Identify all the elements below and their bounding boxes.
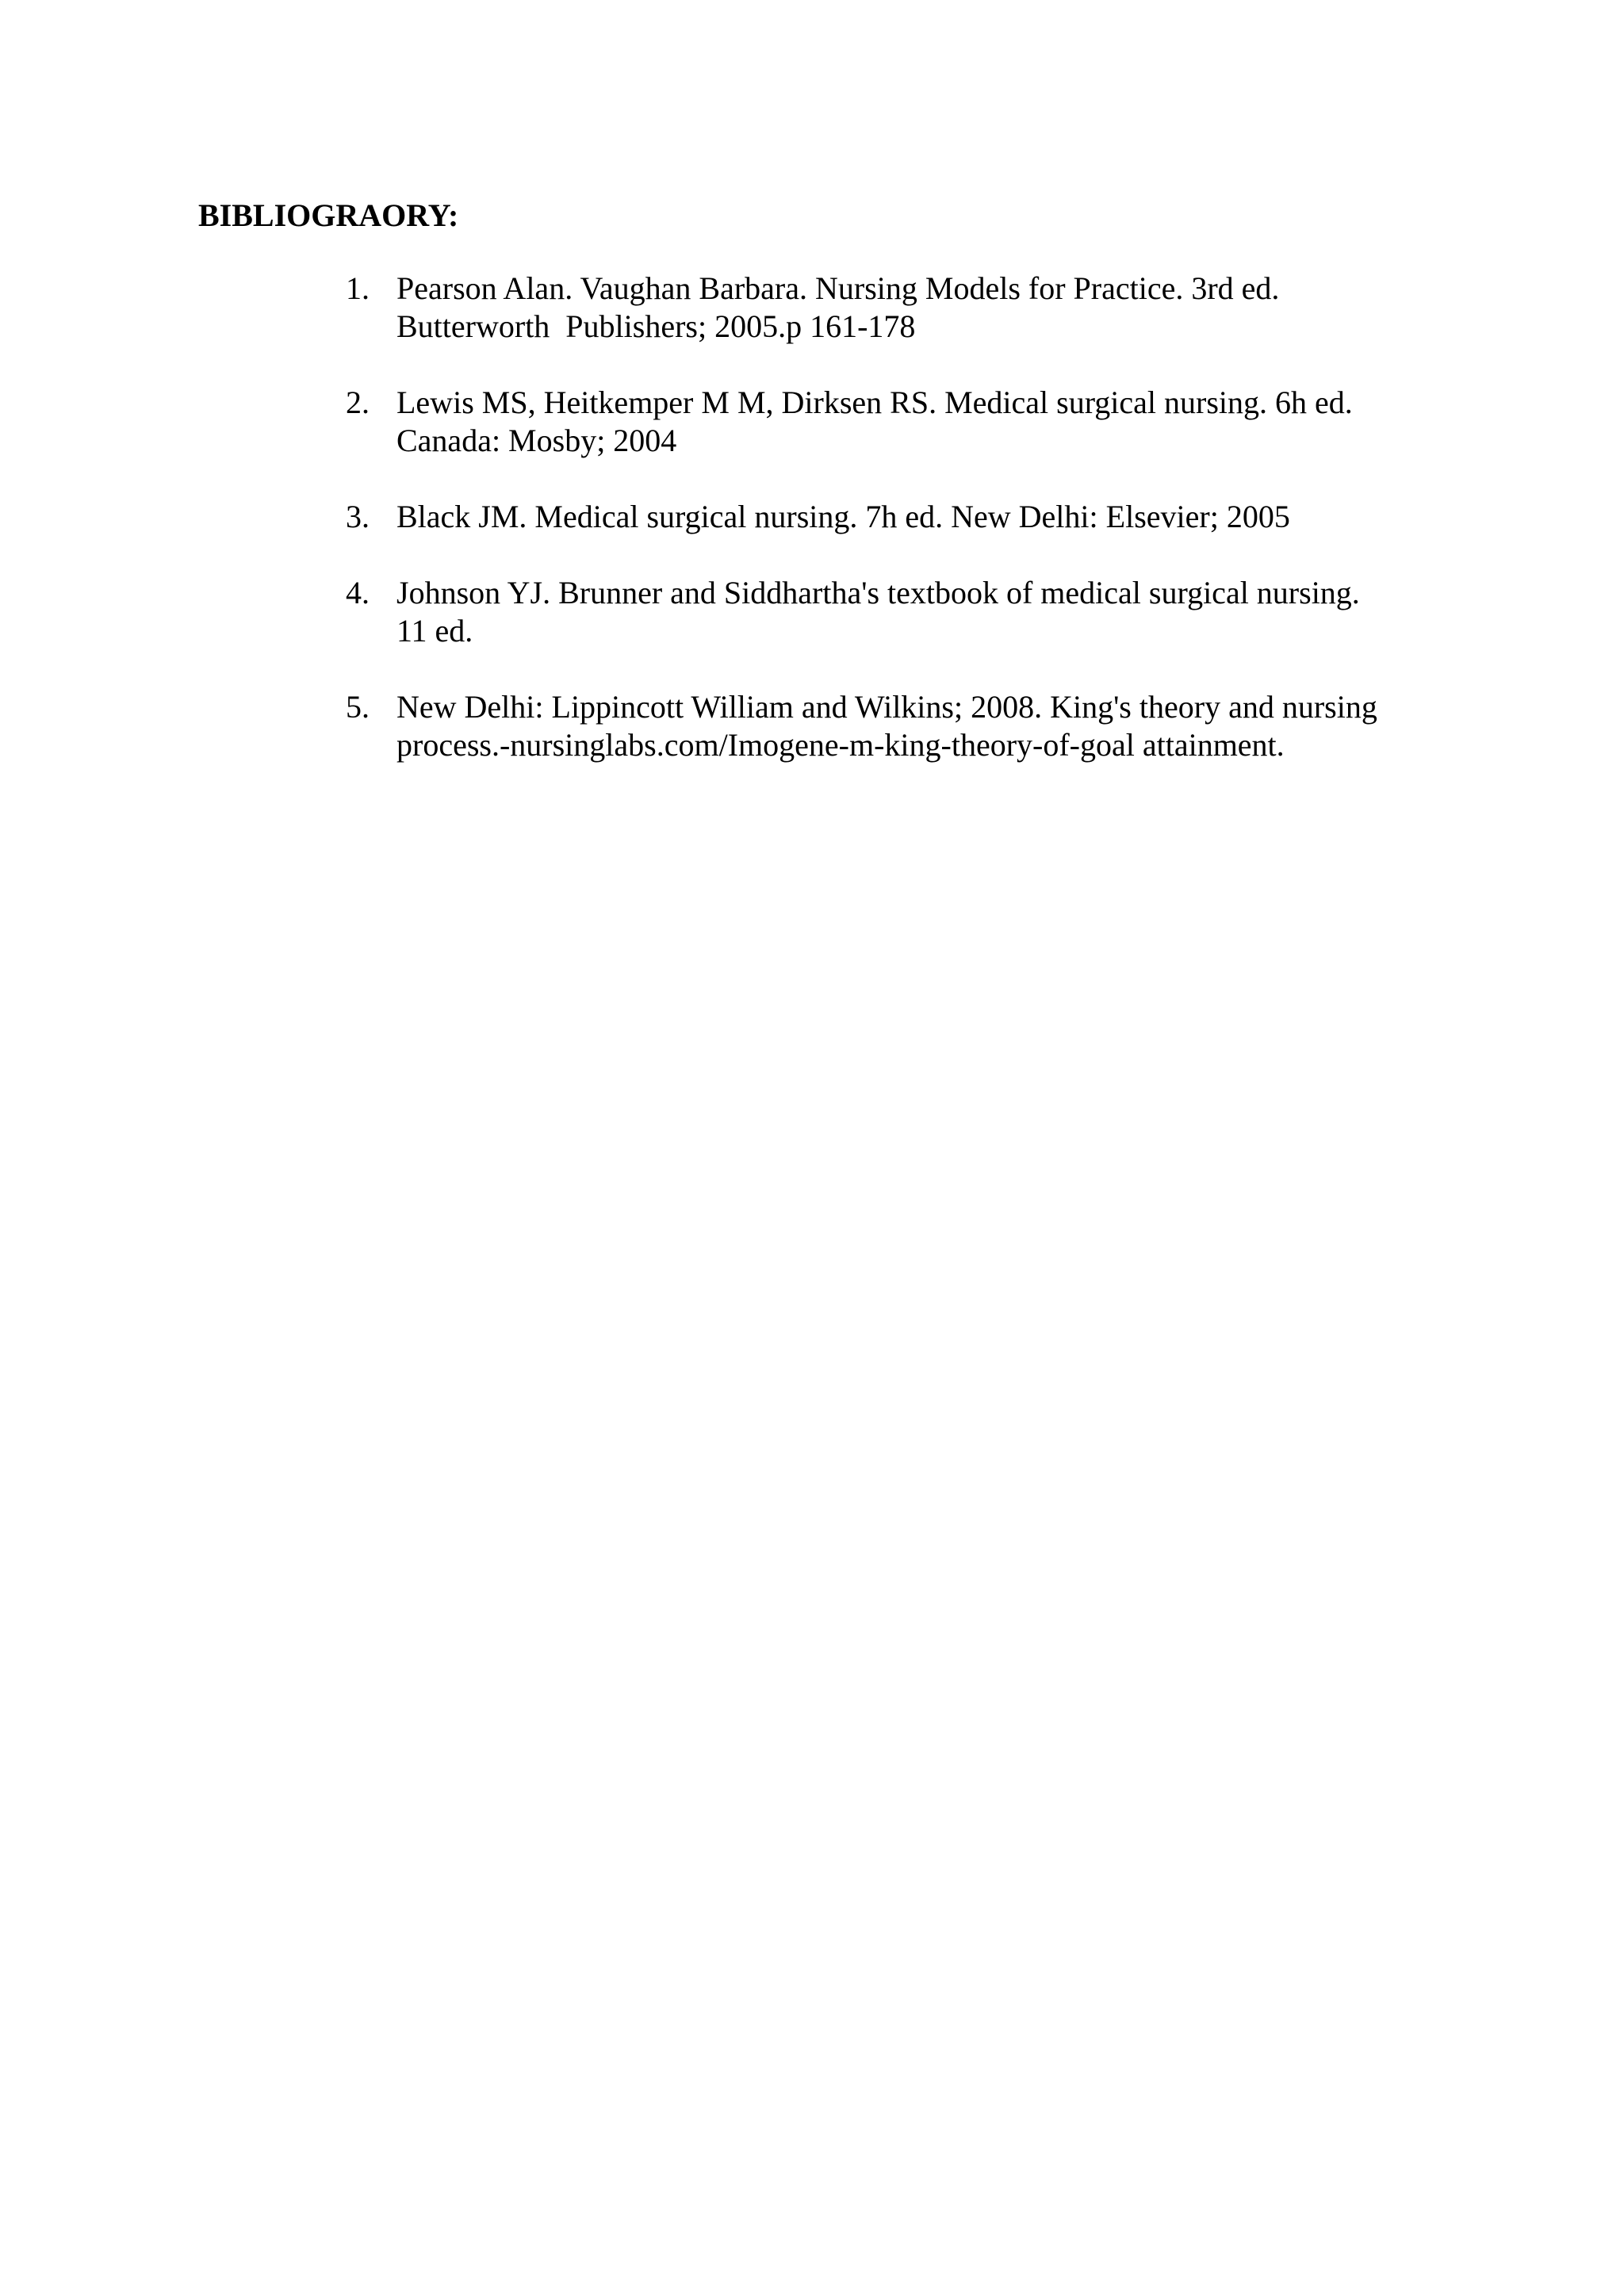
reference-text-line: Canada: Mosby; 2004 bbox=[396, 423, 677, 458]
reference-item bbox=[346, 688, 1472, 764]
reference-text-line: New Delhi: Lippincott William and Wilkins; 2008. King's theory and nursing bbox=[396, 689, 1377, 725]
reference-text-line: process.-nursinglabs.com/Imogene-m-king-theory-of-goal attainment. bbox=[396, 727, 1285, 763]
reference-text-line: Johnson YJ. Brunner and Siddhartha's textbook of medical surgical nursing. bbox=[396, 575, 1360, 610]
reference-text-line: Butterworth Publishers; 2005.p 161-178 bbox=[396, 308, 916, 344]
reference-text-line: Lewis MS, Heitkemper M M, Dirksen RS. Medical surgical nursing. 6h ed. bbox=[396, 385, 1353, 420]
reference-item bbox=[346, 384, 1472, 460]
reference-item bbox=[346, 270, 1472, 346]
bibliography-heading: BIBLIOGRAORY: bbox=[198, 197, 459, 233]
reference-text-line: Pearson Alan. Vaughan Barbara. Nursing Models for Practice. 3rd ed. bbox=[396, 270, 1280, 306]
reference-item bbox=[346, 498, 1472, 536]
reference-list bbox=[346, 270, 1472, 802]
reference-number: 3. bbox=[346, 499, 370, 534]
reference-number: 2. bbox=[346, 385, 370, 420]
reference-item bbox=[346, 574, 1472, 650]
reference-text-line: 11 ed. bbox=[396, 613, 473, 649]
reference-number: 1. bbox=[346, 270, 370, 306]
reference-text-line: Black JM. Medical surgical nursing. 7h ed. New Delhi: Elsevier; 2005 bbox=[396, 499, 1290, 534]
reference-number: 4. bbox=[346, 575, 370, 610]
reference-number: 5. bbox=[346, 689, 370, 725]
